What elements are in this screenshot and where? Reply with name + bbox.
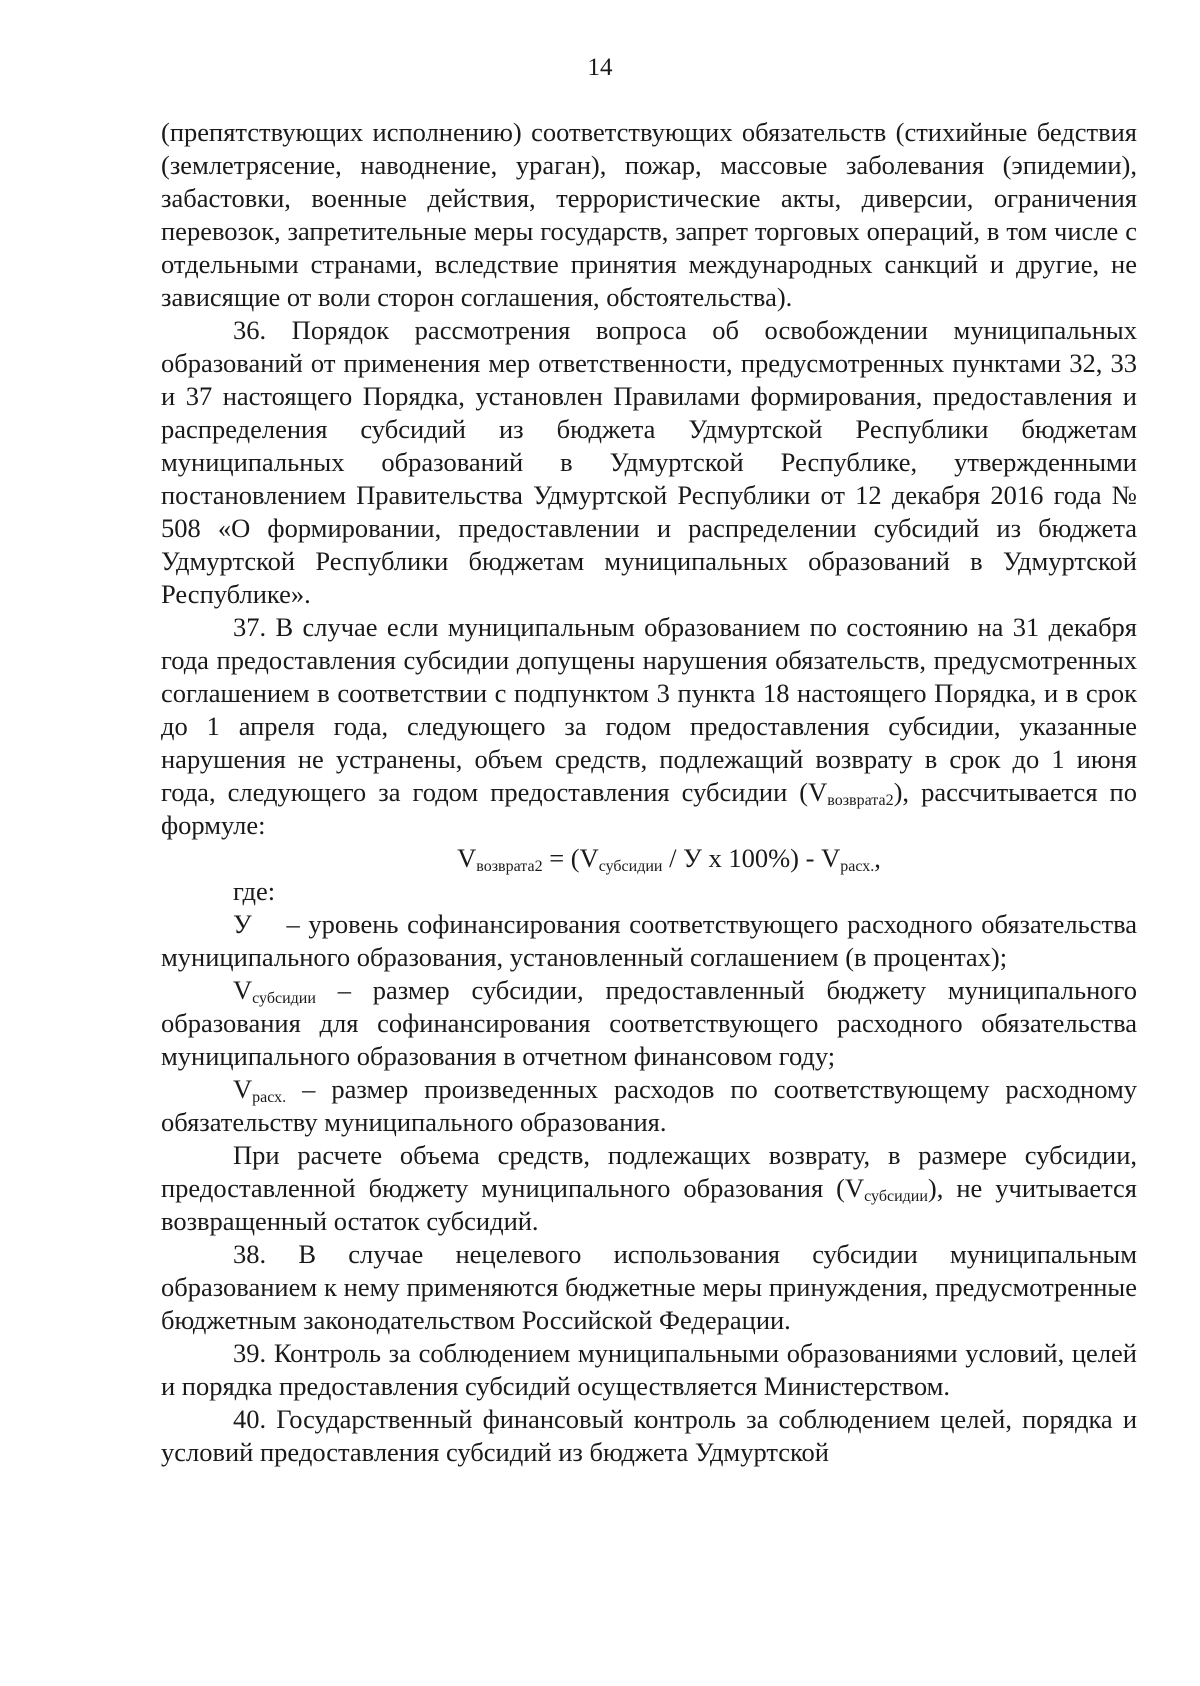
formula-end: , bbox=[874, 843, 881, 873]
paragraph-calculation bbox=[161, 1139, 1137, 1238]
definition-u-text: – уровень софинансирования соответствующего расходного обязательства муниципального образования, установленный соглашением (в процентах); bbox=[161, 909, 1137, 972]
paragraph-36: 36. Порядок рассмотрения вопроса об освобождении муниципальных образований от применения мер ответственности, предусмотренных пунктами 32, 33 и 37 настоящего Порядка, установлен Правилами формирования, предоставления и распределения субсидий из бюджета Удмуртской Республики бюджетам муниципальных образований в Удмуртской Республике, утвержденными постановлением Правительства Удмуртской Республики от 12 декабря 2016 года № 508 «О формировании, предоставлении и распределении субсидий из бюджета Удмуртской Республики бюджетам муниципальных образований в Удмуртской Республике». bbox=[161, 315, 1137, 609]
formula-part2: / У x 100%) - V bbox=[662, 843, 841, 873]
paragraph-40: 40. Государственный финансовый контроль за соблюдением целей, порядка и условий предоставления субсидий из бюджета Удмуртской bbox=[161, 1404, 1137, 1467]
where-label: где: bbox=[233, 876, 276, 906]
paragraph-39: 39. Контроль за соблюдением муниципальными образованиями условий, целей и порядка предоставления субсидий осуществляется Министерством. bbox=[161, 1338, 1137, 1401]
paragraph-37-tail: ), рассчитывается по формуле: bbox=[161, 777, 1137, 840]
paragraph-37 bbox=[161, 611, 1137, 842]
definition-v-rash-v: V bbox=[233, 1074, 253, 1104]
page-number: 14 bbox=[587, 54, 613, 81]
paragraph-38: 38. В случае нецелевого использования субсидии муниципальным образованием к нему применяются бюджетные меры принуждения, предусмотренные бюджетным законодательством Российской Федерации. bbox=[161, 1239, 1137, 1335]
definition-u-term: У bbox=[233, 909, 252, 939]
paragraph-37-text: 37. В случае если муниципальным образованием по состоянию на 31 декабря года предоставления субсидии допущены нарушения обязательств, предусмотренных соглашением в соответствии с подпунктом 3 пункта 18 настоящего Порядка, и в срок до 1 апреля года, следующего за годом предоставления субсидии, указанные нарушения не устранены, объем средств, подлежащий возврату в срок до 1 июня года, следующего за годом предоставления субсидии (V bbox=[161, 612, 1137, 807]
paragraph-continuation: (препятствующих исполнению) соответствующих обязательств (стихийные бедствия (землетрясение, наводнение, ураган), пожар, массовые заболевания (эпидемии), забастовки, военные действия, террористические акты, диверсии, ограничения перевозок, запретительные меры государств, запрет торговых операций, в том числе с отдельными странами, вследствие принятия международных санкций и другие, не зависящие от воли сторон соглашения, обстоятельства). bbox=[161, 117, 1137, 312]
formula-part1: = (V bbox=[542, 843, 599, 873]
formula bbox=[161, 842, 1137, 875]
paragraph-calculation-tail: ), не учитывается возвращенный остаток субсидий. bbox=[161, 1173, 1137, 1236]
definition-v-subsidii-v: V bbox=[233, 975, 253, 1005]
definition-u bbox=[161, 908, 1137, 974]
definition-v-subsidii-text: – размер субсидии, предоставленный бюджету муниципального образования для софинансирования соответствующего расходного обязательства муниципального образования в отчетном финансовом году; bbox=[161, 975, 1137, 1071]
definition-v-rash-text: – размер произведенных расходов по соответствующему расходному обязательству муниципального образования. bbox=[161, 1074, 1137, 1137]
definition-v-subsidii bbox=[161, 974, 1137, 1073]
definition-v-rash-sub: расх. bbox=[252, 1089, 287, 1106]
document-body bbox=[161, 116, 1137, 1469]
definition-v-rash bbox=[161, 1073, 1137, 1139]
subscript-vozvrata2: возврата2 bbox=[827, 792, 894, 809]
formula-sub-subsidii: субсидии bbox=[598, 858, 663, 875]
formula-sub-vozvrata2: возврата2 bbox=[476, 858, 543, 875]
formula-v1: V bbox=[457, 843, 477, 873]
formula-sub-rash: расх. bbox=[840, 858, 875, 875]
paragraph-calculation-sub: субсидии bbox=[864, 1188, 928, 1205]
paragraph-calculation-text: При расчете объема средств, подлежащих возврату, в размере субсидии, предоставленной бюджету муниципального образования (V bbox=[161, 1140, 1137, 1203]
definition-v-subsidii-sub: субсидии bbox=[252, 990, 316, 1007]
